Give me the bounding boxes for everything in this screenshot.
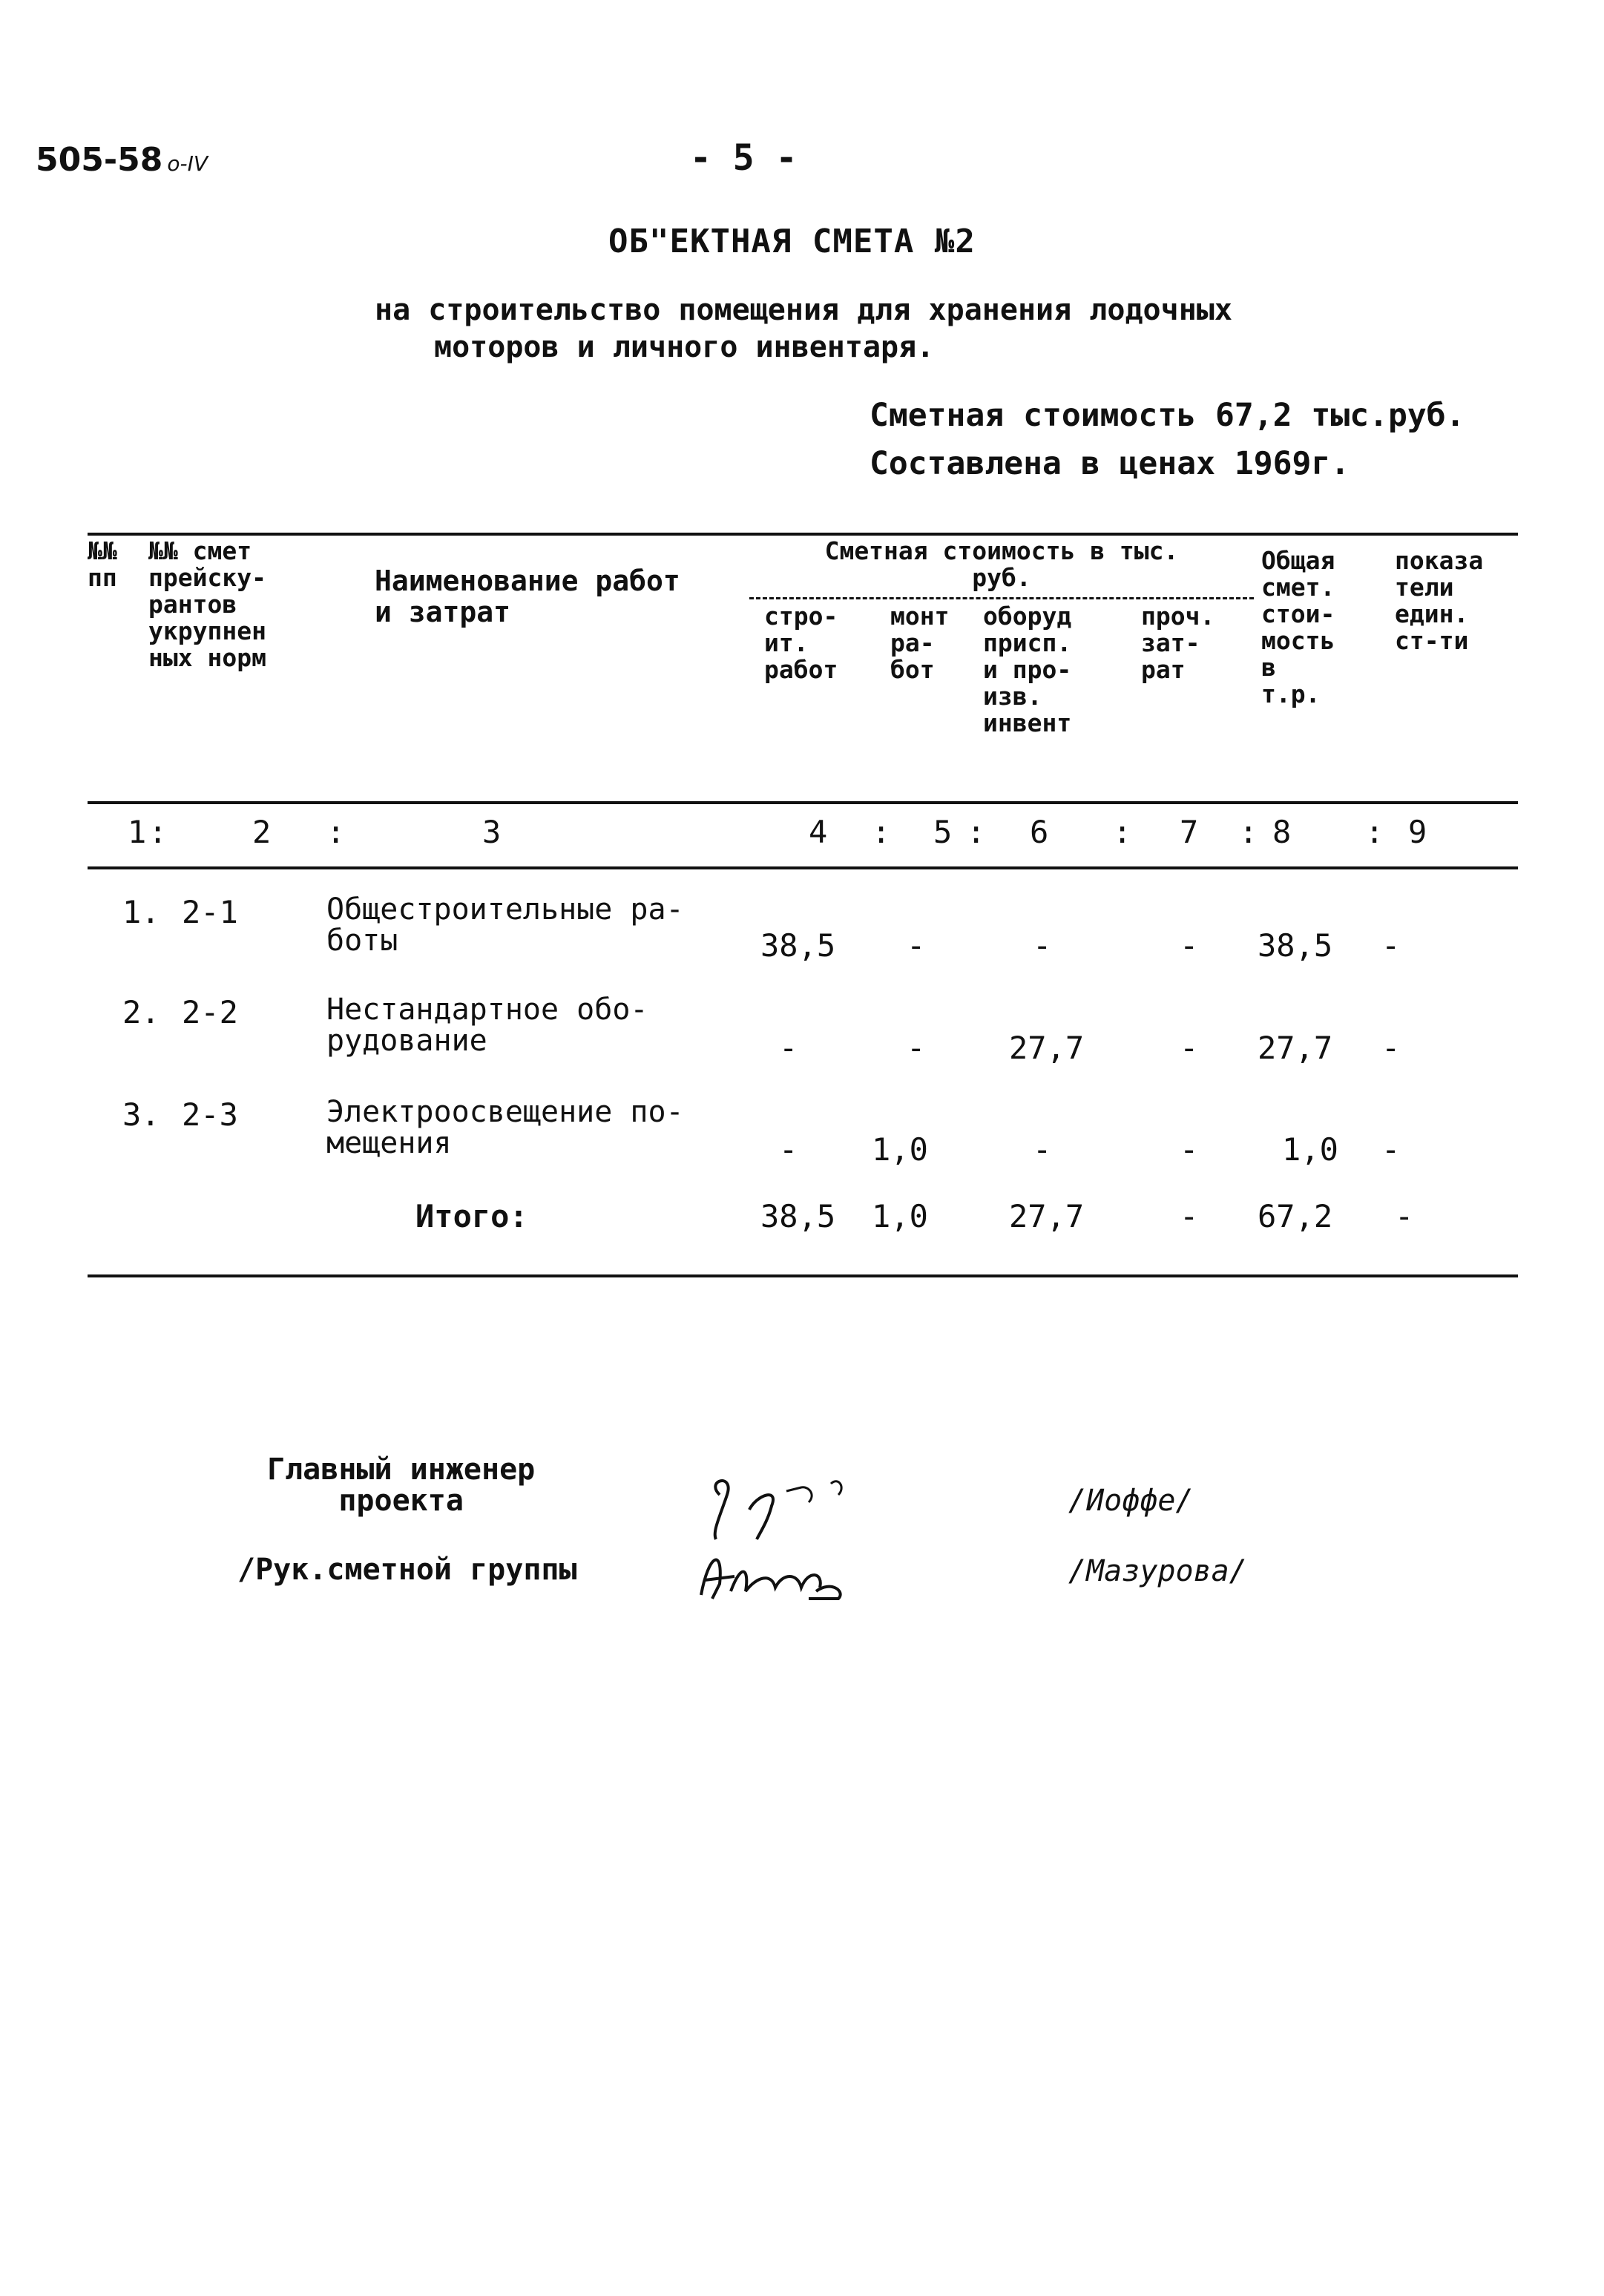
column-separator: : <box>1113 814 1132 850</box>
cell-equipment: - <box>1033 1131 1052 1168</box>
total-construction: 38,5 <box>760 1198 836 1234</box>
cell-equipment: - <box>1033 927 1052 964</box>
header-installation: монт ра- бот <box>890 602 950 684</box>
document-title: ОБ"ЕКТНАЯ СМЕТА №2 <box>608 223 976 260</box>
cell-construction: - <box>779 1131 798 1168</box>
header-cost-group: Сметная стоимость в тыс. руб. <box>824 536 1179 592</box>
header-construction: стро- ит. работ <box>764 602 838 684</box>
cell-total: 27,7 <box>1258 1030 1333 1066</box>
cell-reference: 2-1 <box>182 894 238 930</box>
column-number-1: 1 <box>128 814 147 850</box>
cell-installation: - <box>907 1030 926 1066</box>
header-work-name: Наименование работ и затрат <box>375 565 680 628</box>
subtitle-line-1: на строительство помещения для хранения лодочных <box>375 293 1232 327</box>
estimated-cost: Сметная стоимость 67,2 тыс.руб. <box>870 397 1465 434</box>
cell-work-name: Нестандартное обо- рудование <box>326 993 648 1058</box>
cell-reference: 2-2 <box>182 994 238 1030</box>
header-equipment: оборуд присп. и про- изв. инвент <box>983 602 1072 737</box>
column-separator: : <box>1239 814 1258 850</box>
cell-reference: 2-3 <box>182 1096 238 1133</box>
column-number-9: 9 <box>1408 814 1427 850</box>
cell-indicator: - <box>1381 1131 1401 1168</box>
signature-role-estimate-head: /Рук.сметной группы <box>237 1553 577 1587</box>
total-label: Итого: <box>415 1198 528 1234</box>
header-row-number: №№ пп <box>88 536 117 592</box>
header-total: Общая смет. стои- мость в т.р. <box>1261 546 1335 708</box>
column-separator: : <box>872 814 891 850</box>
column-number-8: 8 <box>1272 814 1292 850</box>
cell-installation: - <box>907 927 926 964</box>
total-indicator: - <box>1395 1198 1414 1234</box>
cell-construction: - <box>779 1030 798 1066</box>
cell-other: - <box>1180 927 1199 964</box>
cell-row-number: 2. <box>122 994 160 1030</box>
column-number-2: 2 <box>252 814 272 850</box>
column-number-4: 4 <box>809 814 828 850</box>
page-number: - 5 - <box>690 137 798 179</box>
cell-total: 38,5 <box>1258 927 1333 964</box>
cell-other: - <box>1180 1030 1199 1066</box>
table-top-rule <box>88 533 1518 536</box>
cell-total: 1,0 <box>1282 1131 1338 1168</box>
cell-equipment: 27,7 <box>1009 1030 1085 1066</box>
header-reference: №№ смет прейску- рантов укрупнен ных норм <box>148 536 266 672</box>
column-number-6: 6 <box>1030 814 1049 850</box>
total-installation: 1,0 <box>872 1198 928 1234</box>
column-separator: : <box>148 814 168 850</box>
total-other: - <box>1180 1198 1199 1234</box>
header-bottom-rule <box>88 801 1518 804</box>
total-total: 67,2 <box>1258 1198 1333 1234</box>
handwritten-signature-1 <box>697 1465 935 1547</box>
header-indicator: показа тели един. ст-ти <box>1395 546 1484 655</box>
column-separator: : <box>1365 814 1384 850</box>
column-separator: : <box>326 814 346 850</box>
subtitle-line-2: моторов и личного инвентаря. <box>434 330 935 364</box>
cell-work-name: Электроосвещение по- мещения <box>326 1095 684 1160</box>
signature-role-chief-engineer: Главный инженер проекта <box>267 1453 536 1518</box>
cell-indicator: - <box>1381 927 1401 964</box>
column-number-3: 3 <box>482 814 502 850</box>
signature-name-ioffe: /Иоффе/ <box>1068 1484 1194 1518</box>
table-bottom-rule <box>88 1274 1518 1277</box>
cell-other: - <box>1180 1131 1199 1168</box>
cell-installation: 1,0 <box>872 1131 928 1168</box>
handwritten-signature-2 <box>690 1539 868 1606</box>
header-other: проч. зат- рат <box>1141 602 1215 684</box>
document-code-number: 505-58 <box>36 141 163 179</box>
cell-indicator: - <box>1381 1030 1401 1066</box>
document-code <box>36 141 208 179</box>
cell-row-number: 3. <box>122 1096 160 1133</box>
total-equipment: 27,7 <box>1009 1198 1085 1234</box>
column-number-5: 5 <box>933 814 953 850</box>
cell-construction: 38,5 <box>760 927 836 964</box>
document-code-suffix: о-IV <box>167 151 208 176</box>
cell-row-number: 1. <box>122 894 160 930</box>
price-basis: Составлена в ценах 1969г. <box>870 445 1350 482</box>
cell-work-name: Общестроительные ра- боты <box>326 892 684 958</box>
column-number-7: 7 <box>1180 814 1199 850</box>
cost-group-rule <box>749 597 1254 601</box>
signature-name-mazurova: /Мазурова/ <box>1068 1554 1247 1588</box>
column-numbers-rule <box>88 866 1518 869</box>
column-separator: : <box>967 814 986 850</box>
